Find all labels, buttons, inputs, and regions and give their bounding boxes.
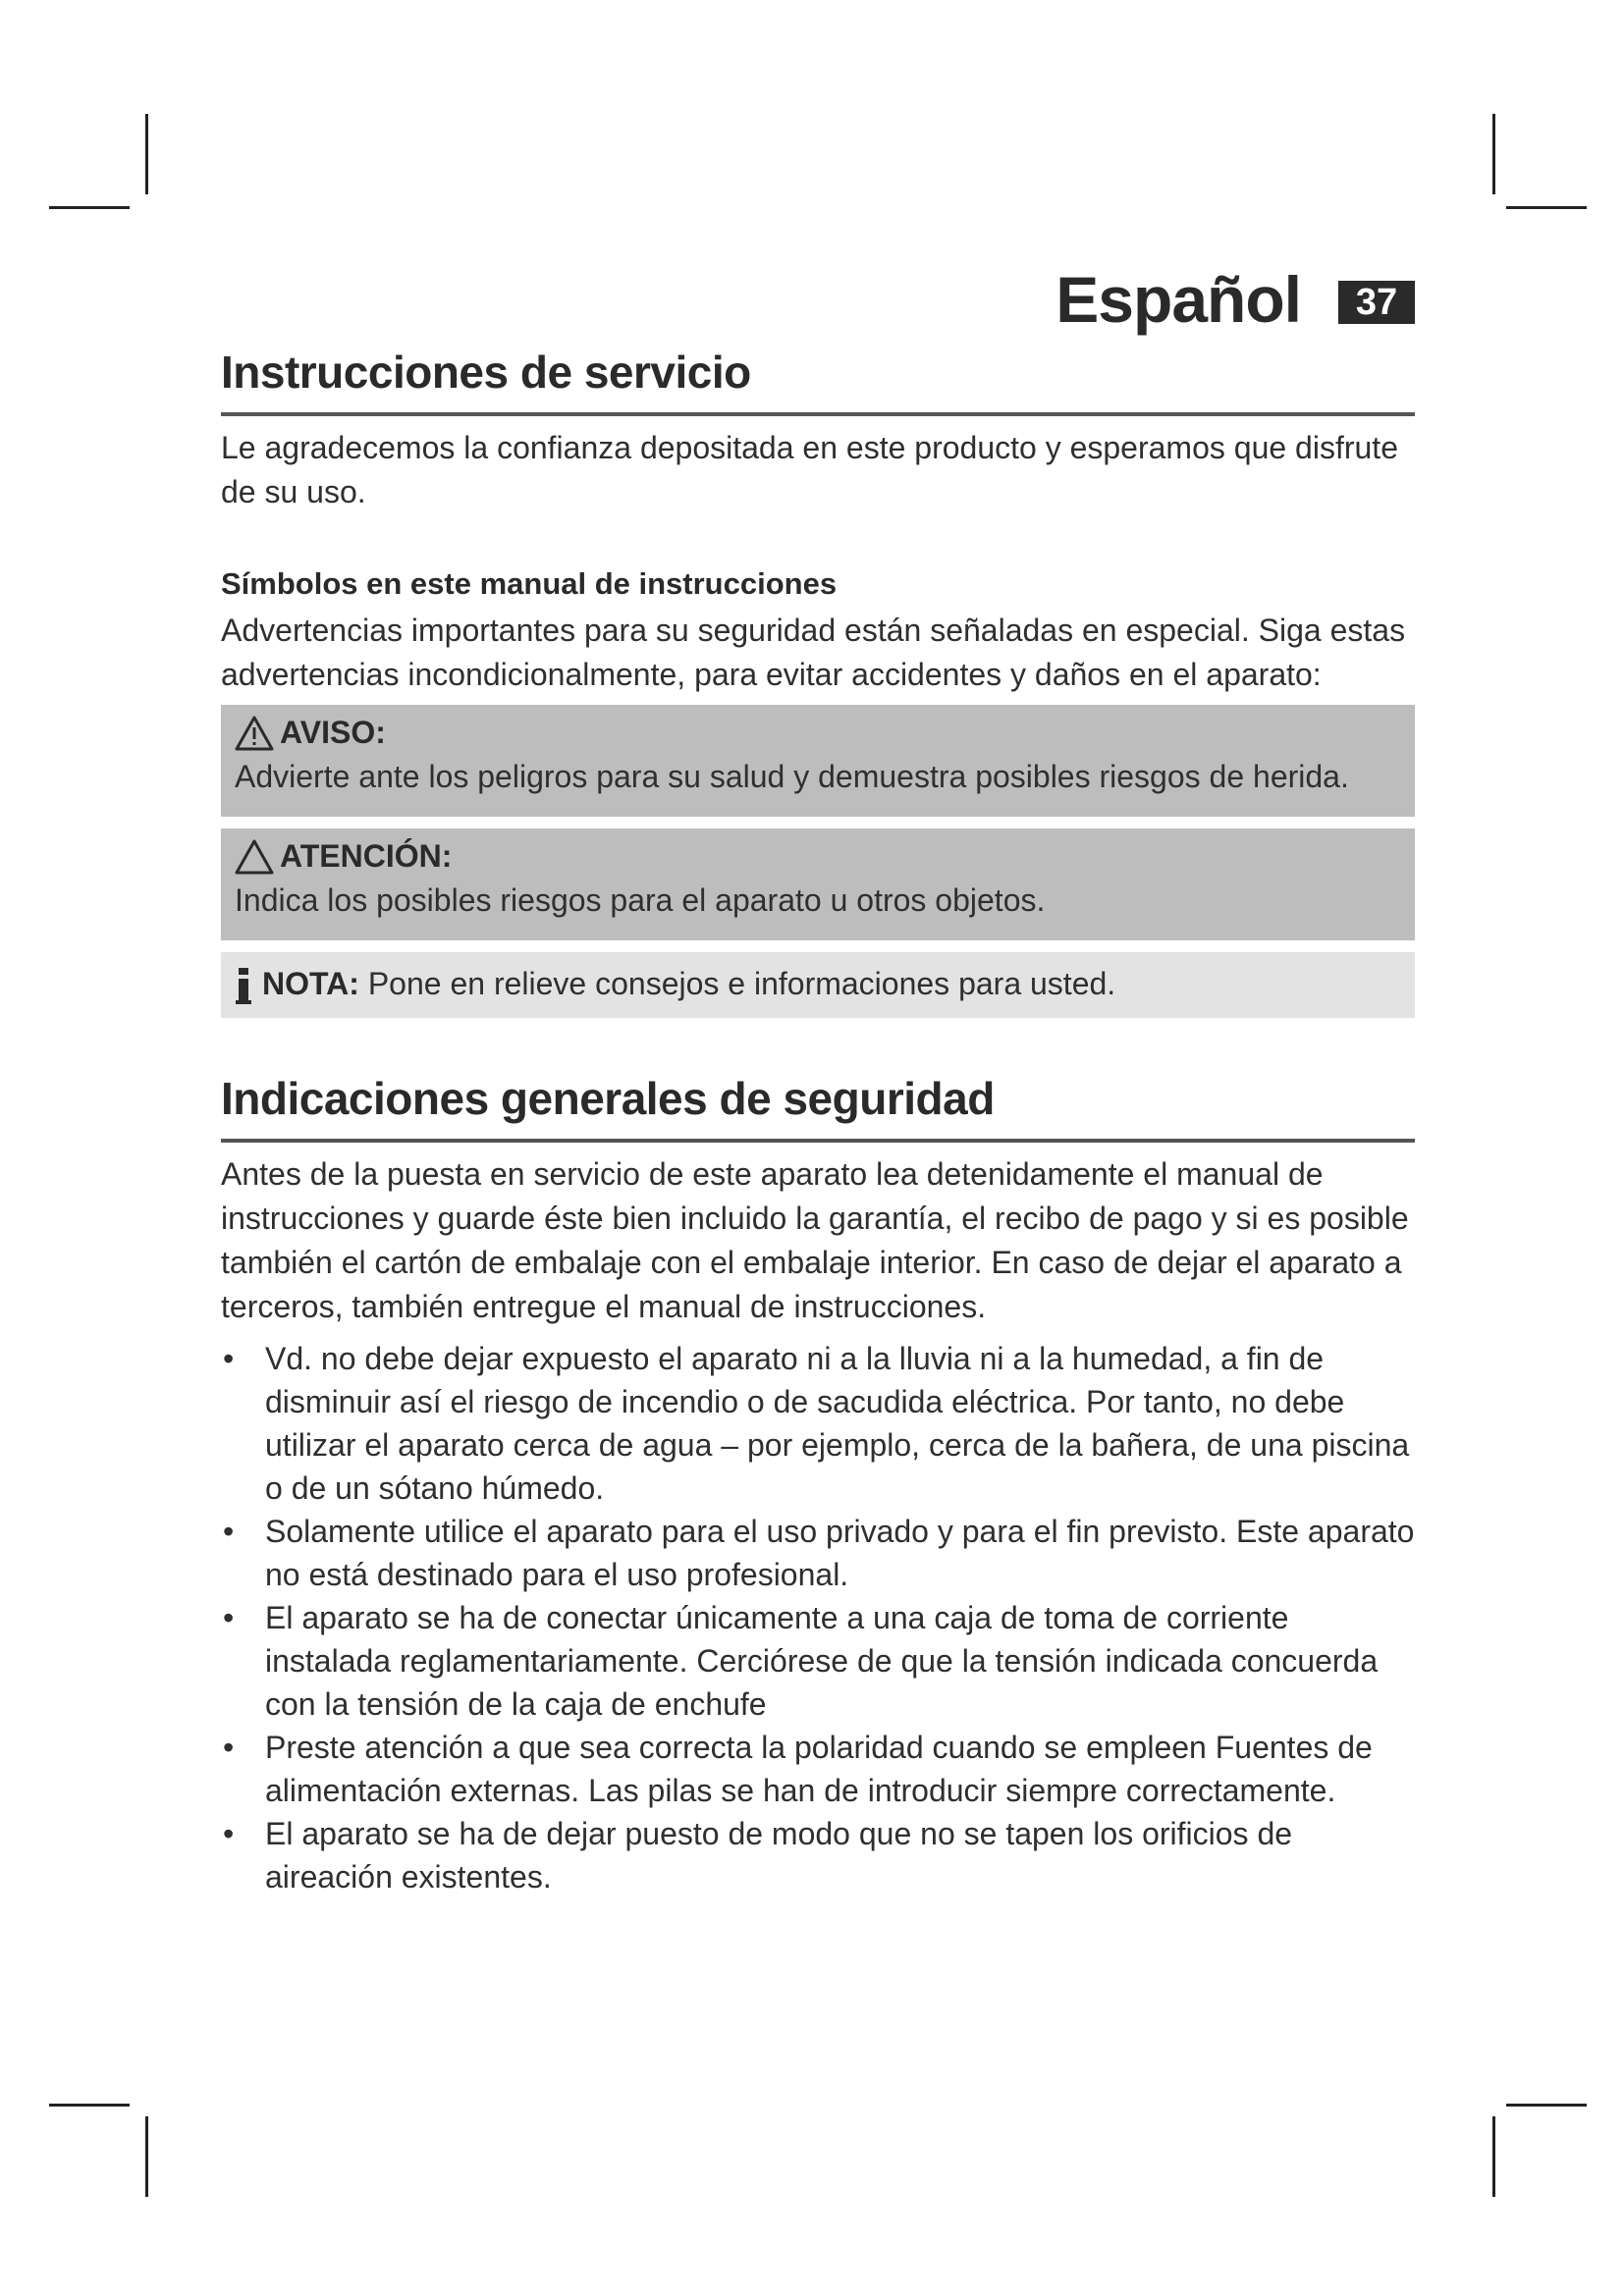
section-title-safety: Indicaciones generales de seguridad (221, 1072, 1415, 1143)
notice-nota (221, 952, 1415, 1018)
notice-aviso-head (235, 711, 1401, 755)
notice-nota-text: Pone en relieve consejos e informaciones para usted. (367, 966, 1116, 1001)
intro-paragraph: Le agradecemos la confianza depositada en este producto y esperamos que disfrute de su uso. (221, 430, 1398, 509)
bullet-dot-icon: • (223, 1816, 235, 1851)
bullet-text: Preste atención a que sea correcta la polaridad cuando se empleen Fuentes de alimentación externas. Las pilas se han de introducir siempre correctamente. (265, 1730, 1373, 1808)
section-title-instructions: Instrucciones de servicio (221, 346, 1415, 416)
notice-atencion (221, 828, 1415, 940)
notice-aviso-label: AVISO: (280, 715, 386, 750)
list-item (221, 1726, 1415, 1812)
bullet-dot-icon: • (223, 1514, 235, 1549)
safety-bullet-list (221, 1337, 1415, 1898)
caution-triangle-icon (235, 838, 274, 876)
notice-aviso (221, 705, 1415, 817)
bullet-dot-icon: • (223, 1341, 235, 1376)
list-item (221, 1812, 1415, 1898)
symbols-paragraph: Advertencias importantes para su seguridad están señaladas en especial. Siga estas advertencias incondicionalmente, para evitar accidentes y daños en el aparato: (221, 613, 1406, 692)
list-item (221, 1337, 1415, 1510)
notice-atencion-head (235, 834, 1401, 879)
list-item (221, 1596, 1415, 1726)
info-icon (235, 966, 252, 1007)
bullet-dot-icon: • (223, 1730, 235, 1765)
crop-mark-top-right-vertical (1492, 114, 1495, 194)
safety-intro-paragraph: Antes de la puesta en servicio de este aparato lea detenidamente el manual de instrucciones y guarde éste bien incluido la garantía, el recibo de pago y si es posible también el cartón de embalaje con el embalaje interior. En caso de dejar el aparato a terceros, también entregue el manual de instrucciones. (221, 1156, 1409, 1324)
page-number-badge: 37 (1338, 281, 1415, 324)
bullet-text: El aparato se ha de dejar puesto de modo que no se tapen los orificios de aireación existentes. (265, 1816, 1293, 1895)
symbols-heading: Símbolos en este manual de instrucciones (221, 566, 838, 601)
bullet-dot-icon: • (223, 1600, 235, 1635)
crop-mark-bottom-right-horizontal (1506, 2104, 1587, 2107)
crop-mark-bottom-left-horizontal (49, 2104, 130, 2107)
crop-mark-top-left-horizontal (49, 206, 130, 209)
crop-mark-top-left-vertical (145, 114, 148, 194)
warning-triangle-icon (235, 715, 274, 752)
list-item (221, 1510, 1415, 1596)
bullet-text: Solamente utilice el aparato para el uso privado y para el fin previsto. Este aparato no está destinado para el uso profesional. (265, 1514, 1415, 1592)
language-header (1056, 263, 1415, 336)
language-title: Español (1056, 263, 1301, 336)
bullet-text: Vd. no debe dejar expuesto el aparato ni a la lluvia ni a la humedad, a fin de disminuir así el riesgo de incendio o de sacudida eléctrica. Por tanto, no debe utilizar el aparato cerca de agua – por ejemplo, cerca de la bañera, de una piscina o de un sótano húmedo. (265, 1341, 1410, 1506)
notice-atencion-text: Indica los posibles riesgos para el aparato u otros objetos. (235, 882, 1046, 918)
crop-mark-top-right-horizontal (1506, 206, 1587, 209)
notice-nota-label: NOTA: (262, 966, 359, 1001)
crop-mark-bottom-right-vertical (1492, 2116, 1495, 2197)
bullet-text: El aparato se ha de conectar únicamente a una caja de toma de corriente instalada reglamentariamente. Cerciórese de que la tensión indicada concuerda con la tensión de la caja de enchufe (265, 1600, 1379, 1722)
crop-mark-bottom-left-vertical (145, 2116, 148, 2197)
notice-atencion-label: ATENCIÓN: (280, 838, 453, 874)
notice-aviso-text: Advierte ante los peligros para su salud y demuestra posibles riesgos de herida. (235, 759, 1349, 794)
